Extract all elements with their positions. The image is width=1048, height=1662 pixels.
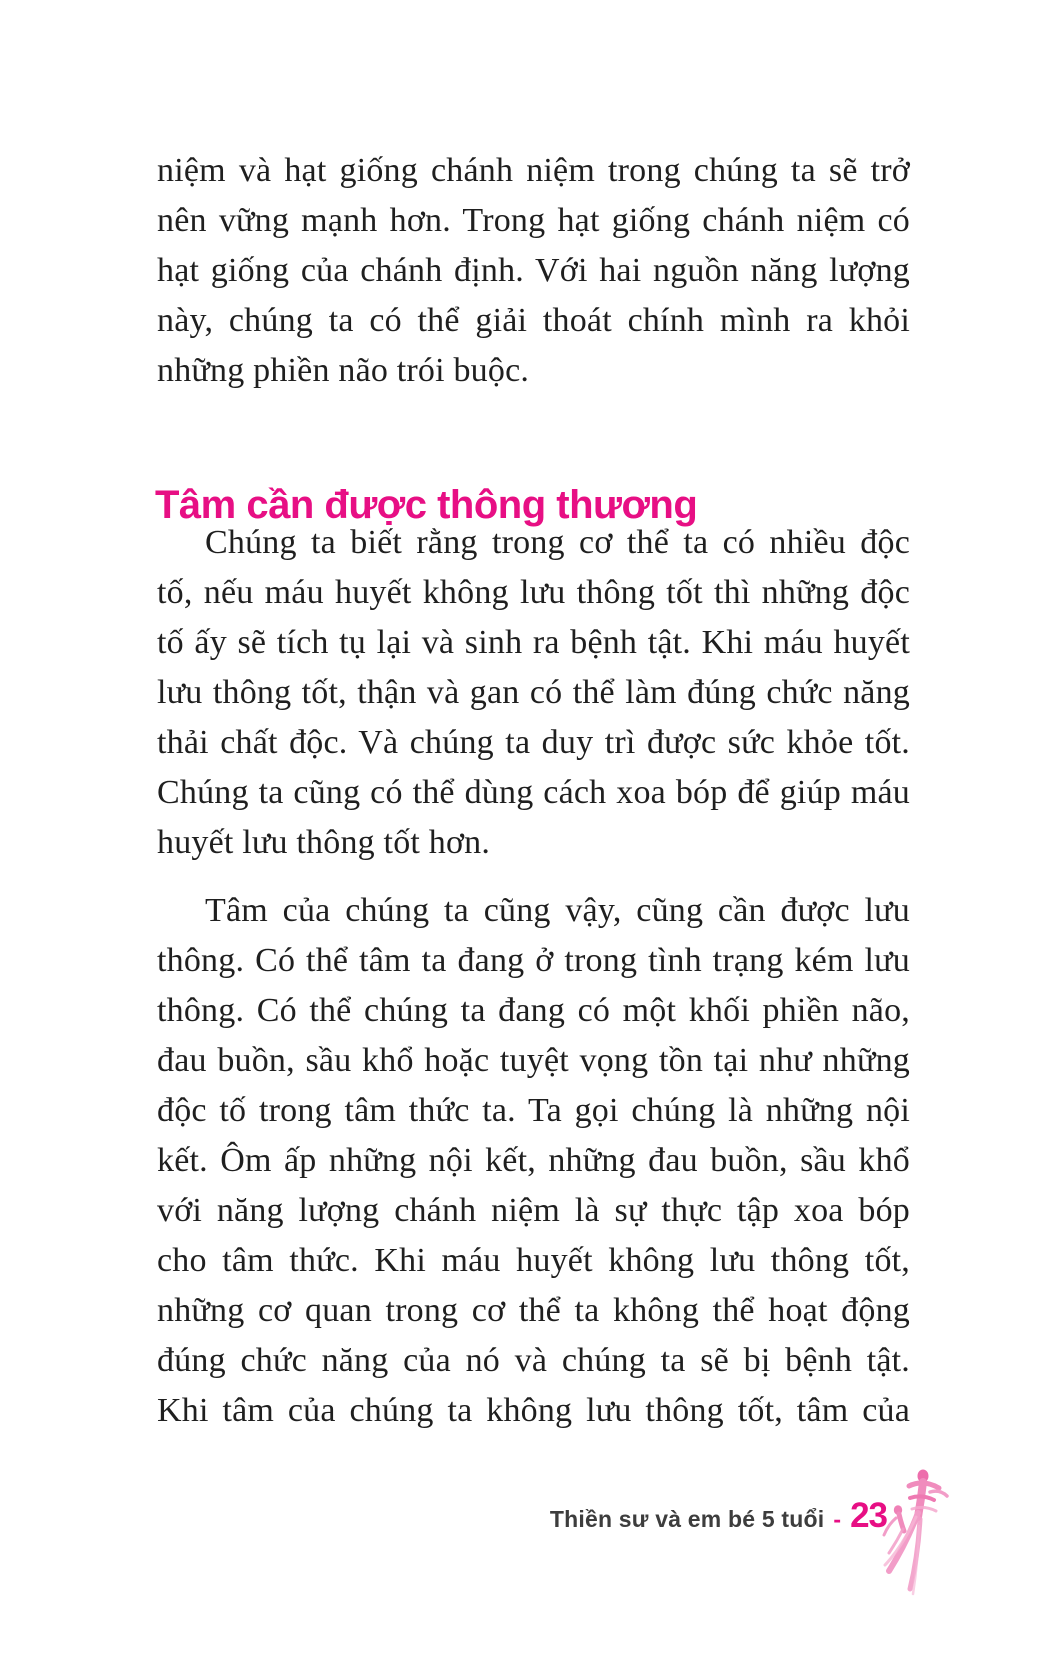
text-line: cho tâm thức. Khi máu huyết không lưu thông tốt, [157,1242,910,1279]
text-line: hạt giống của chánh định. Với hai nguồn năng lượng [157,252,910,289]
text-line: những cơ quan trong cơ thể ta không thể hoạt động [157,1292,910,1329]
paragraph [157,146,910,396]
text-line: thải chất độc. Và chúng ta duy trì được sức khỏe tốt. [157,724,910,761]
text-line: tố, nếu máu huyết không lưu thông tốt thì những độc [157,574,910,611]
text-line: đúng chức năng của nó và chúng ta sẽ bị bệnh tật. [157,1342,910,1379]
text-line: Tâm của chúng ta cũng vậy, cũng cần được lưu [205,892,910,929]
page-footer [550,1496,887,1536]
text-line: tố ấy sẽ tích tụ lại và sinh ra bệnh tật. Khi máu huyết [157,624,910,661]
monk-and-child-figure-icon [880,1464,956,1600]
section-heading: Tâm cần được thông thương [155,483,698,528]
text-line: thông. Có thể chúng ta đang có một khối phiền não, [157,992,910,1029]
text-line: thông. Có thể tâm ta đang ở trong tình trạng kém lưu [157,942,910,979]
text-line: huyết lưu thông tốt hơn. [157,824,491,861]
text-line: những phiền não trói buộc. [157,352,530,389]
text-line: với năng lượng chánh niệm là sự thực tập xoa bóp [157,1192,910,1229]
text-line: niệm và hạt giống chánh niệm trong chúng ta sẽ trở [157,152,910,189]
text-line: Chúng ta biết rằng trong cơ thể ta có nhiều độc [205,524,910,561]
text-line: này, chúng ta có thể giải thoát chính mình ra khỏi [157,302,910,339]
text-line: độc tố trong tâm thức ta. Ta gọi chúng là những nội [157,1092,910,1129]
text-line: lưu thông tốt, thận và gan có thể làm đúng chức năng [157,674,910,711]
text-line: đau buồn, sầu khổ hoặc tuyệt vọng tồn tại như những [157,1042,910,1079]
text-line: kết. Ôm ấp những nội kết, những đau buồn, sầu khổ [157,1142,910,1179]
page-number: 23 [850,1496,887,1535]
paragraph [157,886,910,1436]
footer-book-title: Thiền sư và em bé 5 tuổi [549,1506,825,1532]
footer-separator: - [833,1506,842,1532]
paragraph [157,518,910,868]
text-line: Khi tâm của chúng ta không lưu thông tốt, tâm của [157,1392,910,1429]
text-line: nên vững mạnh hơn. Trong hạt giống chánh niệm có [157,202,910,239]
text-line: Chúng ta cũng có thể dùng cách xoa bóp để giúp máu [157,774,910,811]
